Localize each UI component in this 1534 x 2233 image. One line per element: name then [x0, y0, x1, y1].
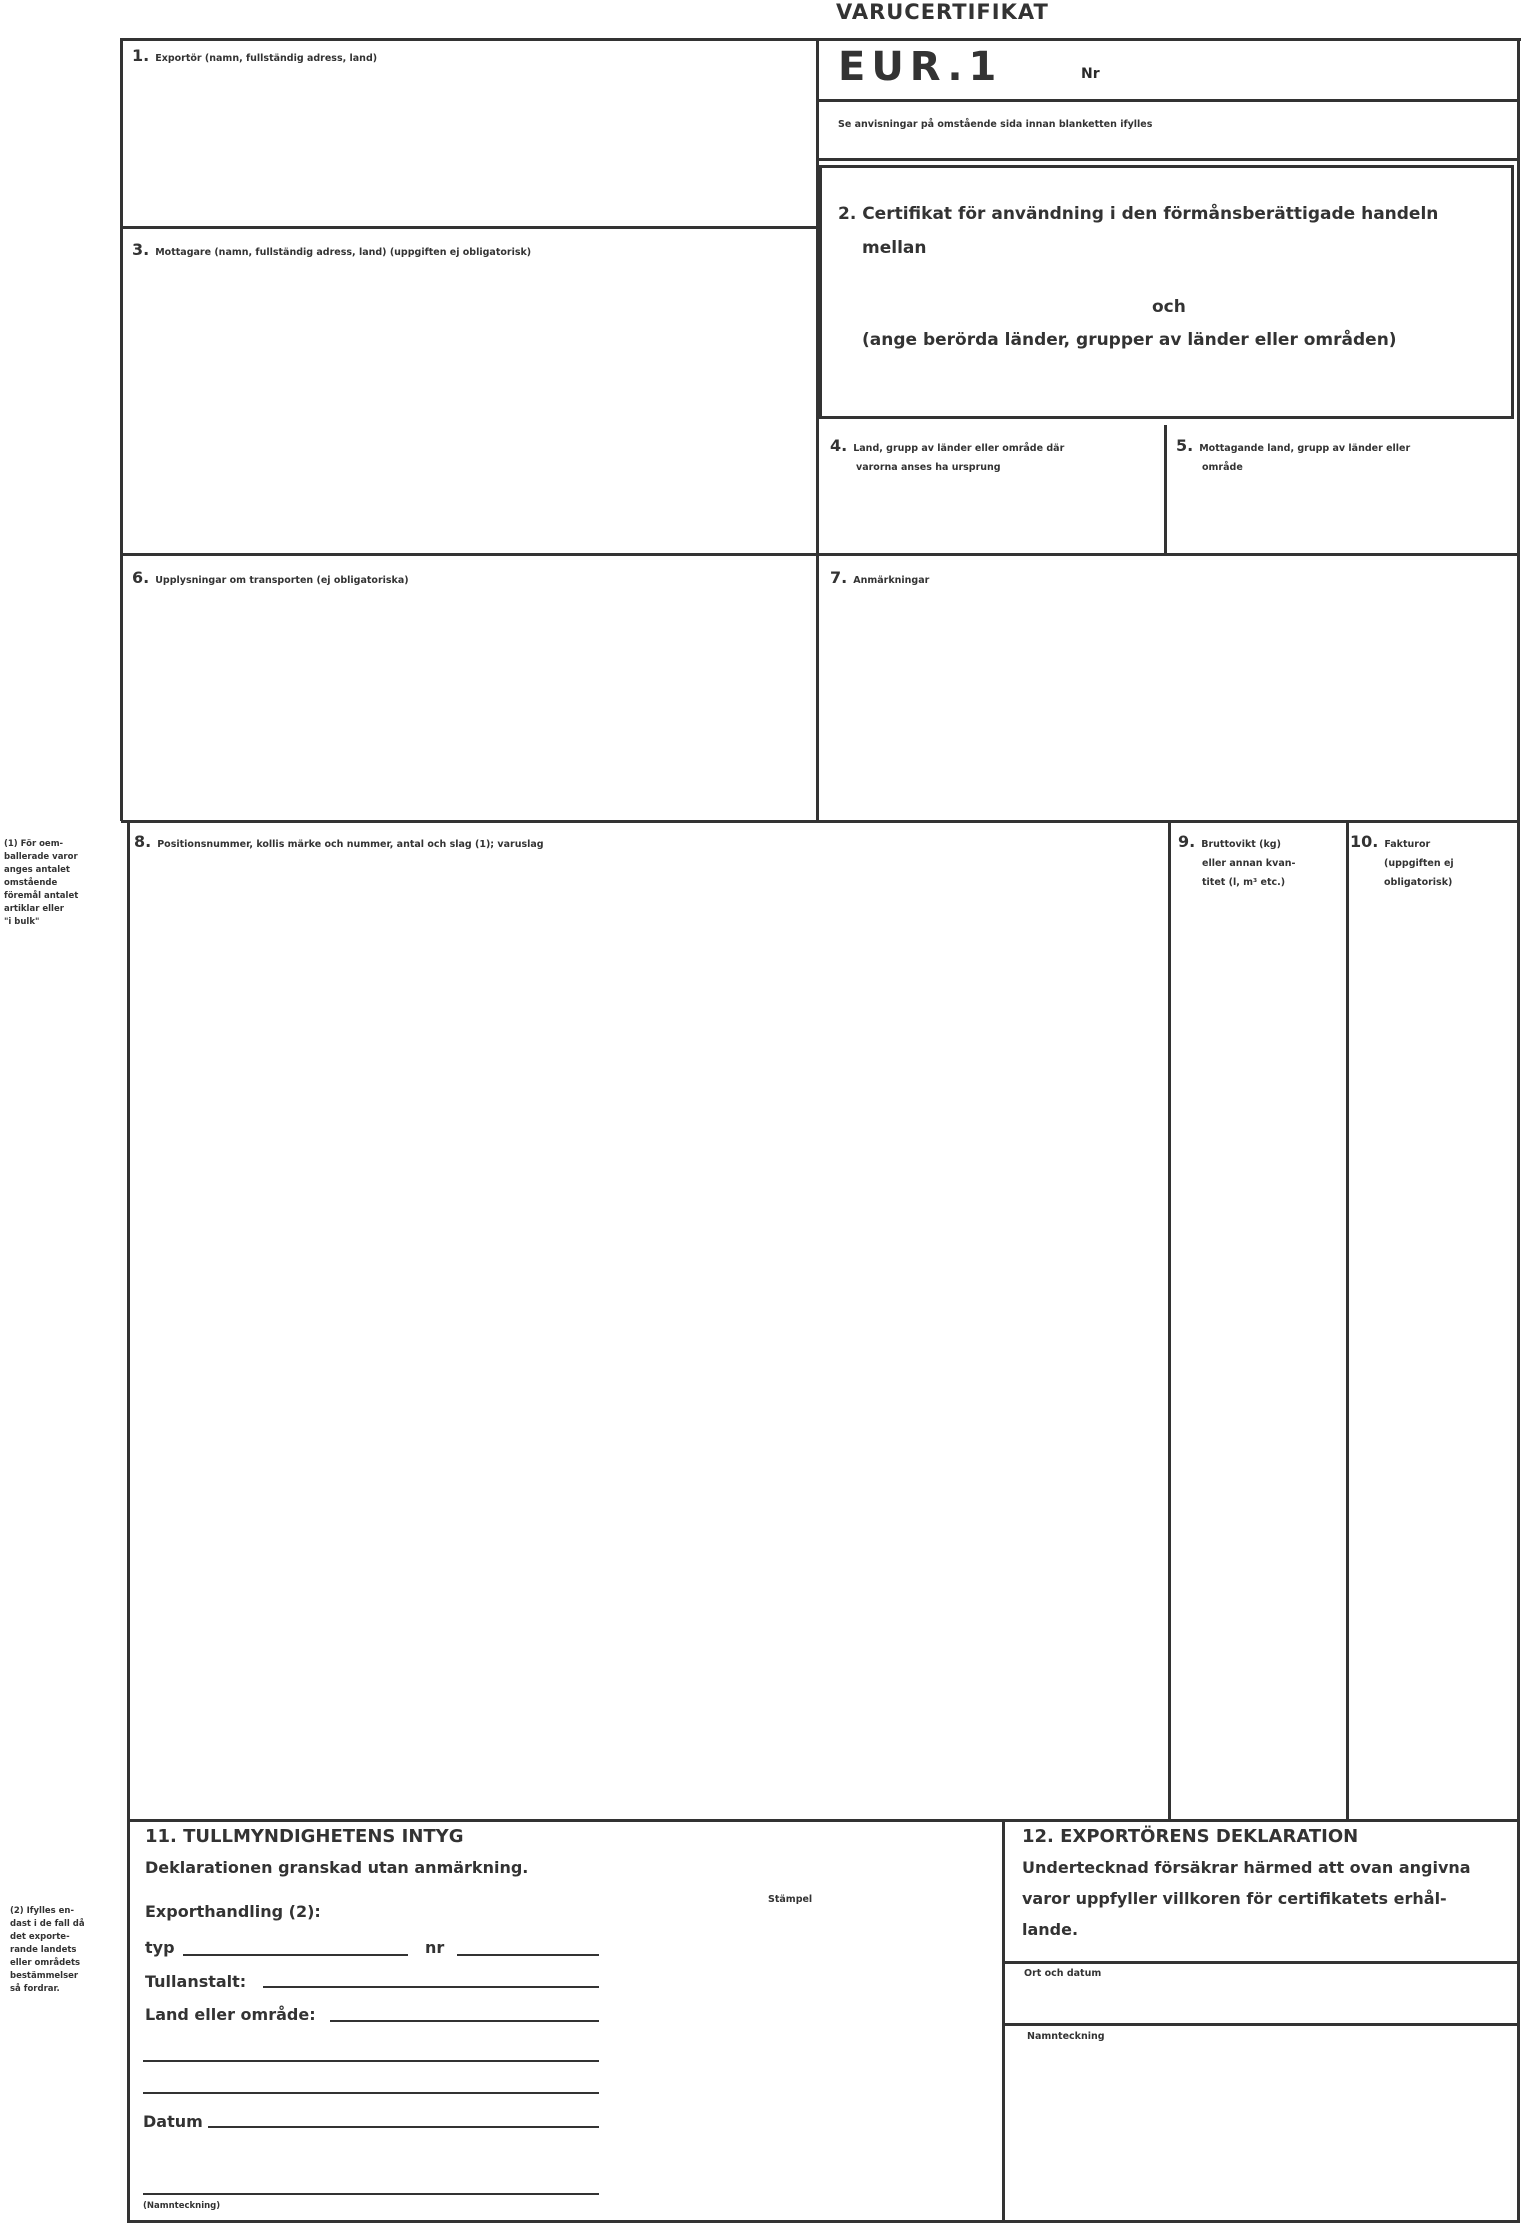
box12-divider-1	[1002, 1961, 1520, 1964]
export-document-label: Exporthandling (2):	[145, 1902, 321, 1921]
box7-label: 7. Anmärkningar	[830, 568, 930, 587]
box12-heading: 12. EXPORTÖRENS DEKLARATION	[1022, 1826, 1359, 1847]
row-divider-11-12	[127, 1819, 1520, 1822]
row-divider-8	[121, 820, 1520, 823]
nr-field-label: nr	[425, 1938, 445, 1957]
eur-row-bottom	[816, 99, 1520, 102]
date-line	[208, 2126, 599, 2128]
box1-label: 1. Exportör (namn, fullständig adress, land)	[132, 46, 378, 65]
typ-field[interactable]	[183, 1936, 408, 1954]
signature-line	[143, 2193, 599, 2195]
goods-description-field[interactable]	[132, 860, 1164, 1816]
blank-line-2	[143, 2092, 599, 2094]
stamp-label: Stämpel	[768, 1894, 813, 1905]
form-title: VARUCERTIFIKAT	[836, 0, 1049, 24]
country-line	[330, 2020, 599, 2022]
trade-and-field[interactable]	[960, 275, 1500, 300]
box2-line1: 2. Certifikat för användning i den förmånsberättigade handeln	[838, 204, 1439, 224]
column-divider	[816, 38, 819, 821]
box2-line2: mellan	[862, 238, 927, 258]
box4-label: 4. Land, grupp av länder eller område där varorna anses ha ursprung	[830, 436, 1065, 473]
box8-9-divider	[1168, 821, 1171, 1821]
invoices-field[interactable]	[1351, 890, 1514, 1816]
export-nr-field[interactable]	[457, 1936, 599, 1954]
place-date-label: Ort och datum	[1024, 1968, 1102, 1979]
box12-text-line2: varor uppfyller villkoren för certifikatets erhål-	[1022, 1889, 1447, 1908]
box10-label: 10. Fakturor (uppgiften ej obligatorisk)	[1350, 832, 1454, 888]
frame-right	[1517, 38, 1520, 2223]
country-field[interactable]	[330, 2002, 599, 2020]
customs-office-label: Tullanstalt:	[145, 1972, 247, 1991]
footnote-1: (1) För oem- ballerade varor anges antalet omstående föremål antalet artiklar eller "i bulk"	[4, 839, 79, 927]
box2-line4: (ange berörda länder, grupper av länder eller områden)	[862, 330, 1397, 350]
frame-left-upper	[120, 38, 123, 821]
remarks-field[interactable]	[822, 592, 1514, 818]
typ-label: typ	[145, 1938, 175, 1957]
eur1-code: EUR.1	[838, 44, 1003, 90]
certificate-number-field[interactable]	[1110, 50, 1510, 95]
box3-label: 3. Mottagare (namn, fullständig adress, land) (uppgiften ej obligatorisk)	[132, 240, 532, 259]
box11-text: Deklarationen granskad utan anmärkning.	[145, 1858, 529, 1877]
nr-line	[457, 1954, 599, 1956]
place-date-field[interactable]	[1008, 1982, 1514, 2020]
box6-label: 6. Upplysningar om transporten (ej obligatoriska)	[132, 568, 409, 587]
origin-country-field[interactable]	[822, 480, 1160, 550]
note-row-bottom	[816, 158, 1520, 161]
box11-12-divider	[1002, 1819, 1005, 2220]
consignee-field[interactable]	[125, 262, 813, 552]
gross-weight-field[interactable]	[1173, 890, 1343, 1816]
box9-label: 9. Bruttovikt (kg) eller annan kvan- titet (l, m³ etc.)	[1178, 832, 1296, 888]
box12-divider-2	[1002, 2023, 1520, 2026]
box1-bottom	[121, 226, 818, 229]
customs-office-field[interactable]	[263, 1968, 599, 1986]
box12-text-line1: Undertecknad försäkrar härmed att ovan angivna	[1022, 1858, 1471, 1877]
box4-5-divider	[1164, 425, 1167, 554]
instructions-note: Se anvisningar på omstående sida innan blanketten ifylles	[838, 119, 1153, 130]
box11-heading: 11. TULLMYNDIGHETENS INTYG	[145, 1826, 464, 1847]
customs-date-field[interactable]	[208, 2108, 599, 2126]
customs-signature-field[interactable]	[143, 2165, 599, 2193]
exporter-signature-label: Namnteckning	[1027, 2031, 1105, 2042]
customs-signature-label: (Namnteckning)	[143, 2201, 221, 2211]
trade-between-field[interactable]	[960, 235, 1500, 265]
exporter-signature-field[interactable]	[1008, 2046, 1514, 2216]
customs-office-line	[263, 1986, 599, 1988]
frame-top	[121, 38, 1521, 41]
box2-line3: och	[1152, 297, 1186, 317]
blank-line-1	[143, 2060, 599, 2062]
box5-label: 5. Mottagande land, grupp av länder eller område	[1176, 436, 1411, 473]
exporter-field[interactable]	[125, 70, 813, 225]
box8-label: 8. Positionsnummer, kollis märke och nummer, antal och slag (1); varuslag	[134, 832, 544, 851]
box12-text-line3: lande.	[1022, 1920, 1079, 1939]
frame-bottom	[127, 2220, 1520, 2223]
transport-details-field[interactable]	[125, 592, 813, 818]
frame-left-lower	[127, 821, 130, 2223]
country-label: Land eller område:	[145, 2005, 316, 2024]
destination-country-field[interactable]	[1170, 480, 1512, 550]
nr-label: Nr	[1081, 66, 1100, 82]
row-divider-6-7	[121, 553, 1520, 556]
date-label: Datum	[143, 2112, 203, 2131]
typ-line	[183, 1954, 408, 1956]
box9-10-divider	[1346, 821, 1349, 1821]
footnote-2: (2) Ifylles en- dast i de fall då det exporte- rande landets eller områdets bestämmelser så fordrar.	[10, 1906, 85, 1994]
